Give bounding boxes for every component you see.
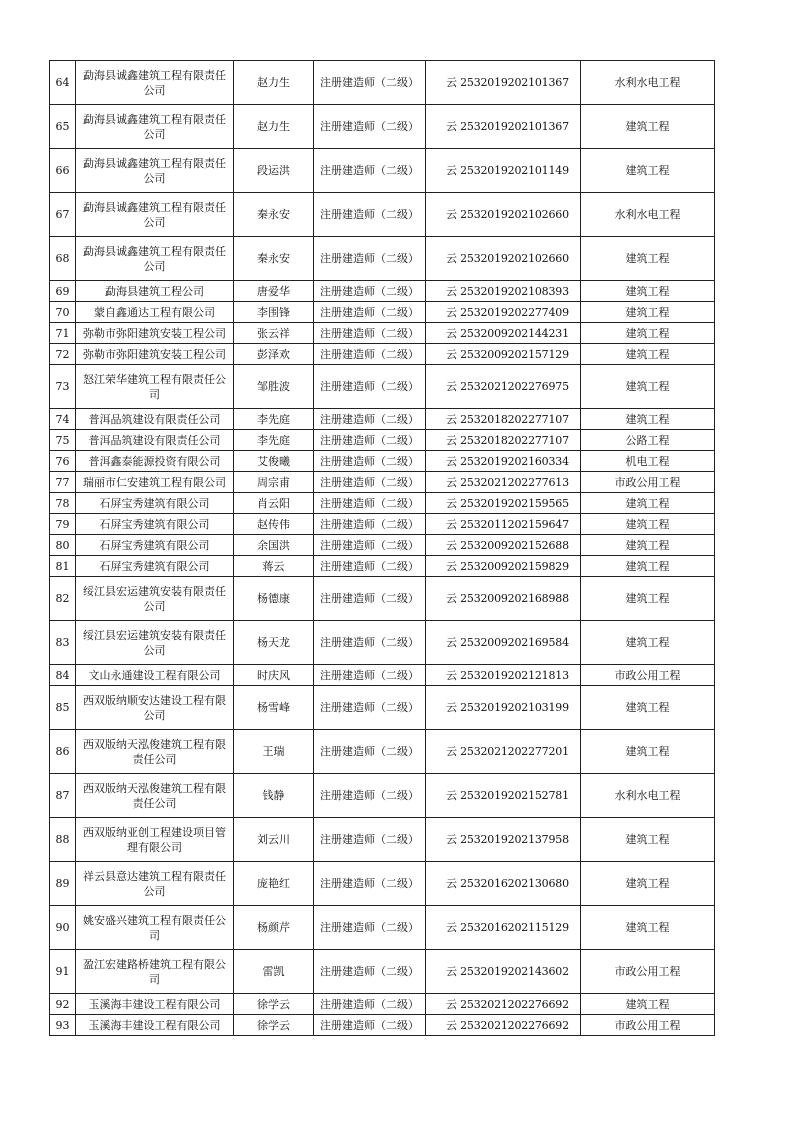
table-row — [50, 1015, 715, 1036]
table-row — [50, 323, 715, 344]
certificate-number-cell: 云 2532019202108393 — [426, 281, 581, 302]
row-number-cell: 75 — [50, 430, 76, 451]
qualification-type-cell: 注册建造师（二级） — [314, 302, 426, 323]
row-number-cell: 88 — [50, 818, 76, 862]
qualification-type-cell: 注册建造师（二级） — [314, 237, 426, 281]
row-number-cell: 76 — [50, 451, 76, 472]
company-name-cell: 绥江县宏运建筑安装有限责任公司 — [76, 577, 234, 621]
specialty-cell: 建筑工程 — [581, 302, 715, 323]
qualification-type-cell: 注册建造师（二级） — [314, 535, 426, 556]
company-name-cell: 弥勒市弥阳建筑安装工程公司 — [76, 344, 234, 365]
person-name-cell: 蒋云 — [234, 556, 314, 577]
person-name-cell: 周宗甫 — [234, 472, 314, 493]
person-name-cell: 钱静 — [234, 774, 314, 818]
qualification-type-cell: 注册建造师（二级） — [314, 193, 426, 237]
person-name-cell: 李围锋 — [234, 302, 314, 323]
specialty-cell: 建筑工程 — [581, 323, 715, 344]
registration-table — [49, 60, 715, 1036]
table-row — [50, 906, 715, 950]
table-row — [50, 430, 715, 451]
company-name-cell: 弥勒市弥阳建筑安装工程公司 — [76, 323, 234, 344]
row-number-cell: 92 — [50, 994, 76, 1015]
company-name-cell: 勐海县诚鑫建筑工程有限责任公司 — [76, 105, 234, 149]
qualification-type-cell: 注册建造师（二级） — [314, 149, 426, 193]
table-row — [50, 730, 715, 774]
certificate-number-cell: 云 2532019202102660 — [426, 193, 581, 237]
row-number-cell: 70 — [50, 302, 76, 323]
qualification-type-cell: 注册建造师（二级） — [314, 774, 426, 818]
qualification-type-cell: 注册建造师（二级） — [314, 906, 426, 950]
certificate-number-cell: 云 2532019202121813 — [426, 665, 581, 686]
row-number-cell: 80 — [50, 535, 76, 556]
certificate-number-cell: 云 2532009202168988 — [426, 577, 581, 621]
row-number-cell: 69 — [50, 281, 76, 302]
table-row — [50, 409, 715, 430]
table-row — [50, 514, 715, 535]
company-name-cell: 祥云县意达建筑工程有限责任公司 — [76, 862, 234, 906]
person-name-cell: 段运洪 — [234, 149, 314, 193]
specialty-cell: 建筑工程 — [581, 994, 715, 1015]
certificate-number-cell: 云 2532009202152688 — [426, 535, 581, 556]
table-row — [50, 281, 715, 302]
table-row — [50, 994, 715, 1015]
company-name-cell: 勐海县诚鑫建筑工程有限责任公司 — [76, 237, 234, 281]
row-number-cell: 82 — [50, 577, 76, 621]
row-number-cell: 87 — [50, 774, 76, 818]
specialty-cell: 水利水电工程 — [581, 193, 715, 237]
company-name-cell: 西双版纳天泓俊建筑工程有限责任公司 — [76, 730, 234, 774]
person-name-cell: 杨雪峰 — [234, 686, 314, 730]
row-number-cell: 79 — [50, 514, 76, 535]
qualification-type-cell: 注册建造师（二级） — [314, 514, 426, 535]
person-name-cell: 徐学云 — [234, 994, 314, 1015]
person-name-cell: 时庆风 — [234, 665, 314, 686]
specialty-cell: 建筑工程 — [581, 365, 715, 409]
qualification-type-cell: 注册建造师（二级） — [314, 862, 426, 906]
qualification-type-cell: 注册建造师（二级） — [314, 281, 426, 302]
person-name-cell: 唐爱华 — [234, 281, 314, 302]
company-name-cell: 蒙自鑫通达工程有限公司 — [76, 302, 234, 323]
qualification-type-cell: 注册建造师（二级） — [314, 621, 426, 665]
specialty-cell: 建筑工程 — [581, 344, 715, 365]
qualification-type-cell: 注册建造师（二级） — [314, 493, 426, 514]
specialty-cell: 建筑工程 — [581, 409, 715, 430]
certificate-number-cell: 云 2532019202101149 — [426, 149, 581, 193]
person-name-cell: 雷凯 — [234, 950, 314, 994]
person-name-cell: 杨颜芹 — [234, 906, 314, 950]
qualification-type-cell: 注册建造师（二级） — [314, 105, 426, 149]
company-name-cell: 盈江宏建路桥建筑工程有限公司 — [76, 950, 234, 994]
person-name-cell: 赵力生 — [234, 105, 314, 149]
table-row — [50, 818, 715, 862]
row-number-cell: 83 — [50, 621, 76, 665]
company-name-cell: 石屏宝秀建筑有限公司 — [76, 493, 234, 514]
person-name-cell: 秦永安 — [234, 237, 314, 281]
specialty-cell: 建筑工程 — [581, 514, 715, 535]
company-name-cell: 怒江荣华建筑工程有限责任公司 — [76, 365, 234, 409]
company-name-cell: 勐海县诚鑫建筑工程有限责任公司 — [76, 193, 234, 237]
certificate-number-cell: 云 2532011202159647 — [426, 514, 581, 535]
certificate-number-cell: 云 2532019202101367 — [426, 105, 581, 149]
person-name-cell: 艾俊曦 — [234, 451, 314, 472]
certificate-number-cell: 云 2532019202137958 — [426, 818, 581, 862]
row-number-cell: 64 — [50, 61, 76, 105]
table-row — [50, 472, 715, 493]
qualification-type-cell: 注册建造师（二级） — [314, 61, 426, 105]
table-row — [50, 193, 715, 237]
person-name-cell: 肖云阳 — [234, 493, 314, 514]
specialty-cell: 建筑工程 — [581, 686, 715, 730]
row-number-cell: 67 — [50, 193, 76, 237]
table-row — [50, 686, 715, 730]
company-name-cell: 西双版纳亚创工程建设项目管理有限公司 — [76, 818, 234, 862]
row-number-cell: 93 — [50, 1015, 76, 1036]
specialty-cell: 建筑工程 — [581, 237, 715, 281]
row-number-cell: 73 — [50, 365, 76, 409]
person-name-cell: 邹胜波 — [234, 365, 314, 409]
specialty-cell: 公路工程 — [581, 430, 715, 451]
certificate-number-cell: 云 2532018202277107 — [426, 409, 581, 430]
specialty-cell: 建筑工程 — [581, 105, 715, 149]
company-name-cell: 普洱品筑建设有限责任公司 — [76, 430, 234, 451]
company-name-cell: 普洱品筑建设有限责任公司 — [76, 409, 234, 430]
specialty-cell: 机电工程 — [581, 451, 715, 472]
certificate-number-cell: 云 2532021202277613 — [426, 472, 581, 493]
company-name-cell: 普洱鑫泰能源投资有限公司 — [76, 451, 234, 472]
specialty-cell: 建筑工程 — [581, 730, 715, 774]
table-row — [50, 105, 715, 149]
specialty-cell: 建筑工程 — [581, 906, 715, 950]
specialty-cell: 建筑工程 — [581, 535, 715, 556]
table-row — [50, 302, 715, 323]
company-name-cell: 勐海县建筑工程公司 — [76, 281, 234, 302]
person-name-cell: 赵传伟 — [234, 514, 314, 535]
qualification-type-cell: 注册建造师（二级） — [314, 556, 426, 577]
table-row — [50, 862, 715, 906]
specialty-cell: 建筑工程 — [581, 621, 715, 665]
specialty-cell: 建筑工程 — [581, 281, 715, 302]
certificate-number-cell: 云 2532019202277409 — [426, 302, 581, 323]
company-name-cell: 瑞丽市仁安建筑工程有限公司 — [76, 472, 234, 493]
certificate-number-cell: 云 2532009202144231 — [426, 323, 581, 344]
qualification-type-cell: 注册建造师（二级） — [314, 994, 426, 1015]
company-name-cell: 绥江县宏运建筑安装有限责任公司 — [76, 621, 234, 665]
specialty-cell: 市政公用工程 — [581, 665, 715, 686]
person-name-cell: 杨天龙 — [234, 621, 314, 665]
person-name-cell: 李先庭 — [234, 430, 314, 451]
company-name-cell: 西双版纳天泓俊建筑工程有限责任公司 — [76, 774, 234, 818]
table-row — [50, 365, 715, 409]
table-row — [50, 451, 715, 472]
certificate-number-cell: 云 2532009202157129 — [426, 344, 581, 365]
row-number-cell: 91 — [50, 950, 76, 994]
company-name-cell: 石屏宝秀建筑有限公司 — [76, 556, 234, 577]
row-number-cell: 85 — [50, 686, 76, 730]
certificate-number-cell: 云 2532021202277201 — [426, 730, 581, 774]
specialty-cell: 水利水电工程 — [581, 774, 715, 818]
table-row — [50, 556, 715, 577]
qualification-type-cell: 注册建造师（二级） — [314, 365, 426, 409]
person-name-cell: 庞艳红 — [234, 862, 314, 906]
company-name-cell: 石屏宝秀建筑有限公司 — [76, 535, 234, 556]
row-number-cell: 81 — [50, 556, 76, 577]
specialty-cell: 市政公用工程 — [581, 950, 715, 994]
row-number-cell: 72 — [50, 344, 76, 365]
row-number-cell: 65 — [50, 105, 76, 149]
table-row — [50, 149, 715, 193]
row-number-cell: 90 — [50, 906, 76, 950]
person-name-cell: 王瑞 — [234, 730, 314, 774]
specialty-cell: 建筑工程 — [581, 556, 715, 577]
qualification-type-cell: 注册建造师（二级） — [314, 950, 426, 994]
qualification-type-cell: 注册建造师（二级） — [314, 577, 426, 621]
qualification-type-cell: 注册建造师（二级） — [314, 818, 426, 862]
company-name-cell: 勐海县诚鑫建筑工程有限责任公司 — [76, 61, 234, 105]
certificate-number-cell: 云 2532019202152781 — [426, 774, 581, 818]
company-name-cell: 玉溪海丰建设工程有限公司 — [76, 1015, 234, 1036]
table-row — [50, 774, 715, 818]
company-name-cell: 玉溪海丰建设工程有限公司 — [76, 994, 234, 1015]
person-name-cell: 张云祥 — [234, 323, 314, 344]
table-row — [50, 493, 715, 514]
table-row — [50, 950, 715, 994]
person-name-cell: 徐学云 — [234, 1015, 314, 1036]
specialty-cell: 市政公用工程 — [581, 1015, 715, 1036]
company-name-cell: 勐海县诚鑫建筑工程有限责任公司 — [76, 149, 234, 193]
person-name-cell: 彭泽欢 — [234, 344, 314, 365]
table-row — [50, 237, 715, 281]
certificate-number-cell: 云 2532019202102660 — [426, 237, 581, 281]
certificate-number-cell: 云 2532021202276975 — [426, 365, 581, 409]
specialty-cell: 建筑工程 — [581, 493, 715, 514]
person-name-cell: 李先庭 — [234, 409, 314, 430]
company-name-cell: 石屏宝秀建筑有限公司 — [76, 514, 234, 535]
specialty-cell: 建筑工程 — [581, 818, 715, 862]
qualification-type-cell: 注册建造师（二级） — [314, 1015, 426, 1036]
qualification-type-cell: 注册建造师（二级） — [314, 472, 426, 493]
qualification-type-cell: 注册建造师（二级） — [314, 665, 426, 686]
specialty-cell: 市政公用工程 — [581, 472, 715, 493]
person-name-cell: 赵力生 — [234, 61, 314, 105]
certificate-number-cell: 云 2532019202159565 — [426, 493, 581, 514]
person-name-cell: 杨德康 — [234, 577, 314, 621]
certificate-number-cell: 云 2532009202159829 — [426, 556, 581, 577]
row-number-cell: 89 — [50, 862, 76, 906]
certificate-number-cell: 云 2532009202169584 — [426, 621, 581, 665]
table-row — [50, 577, 715, 621]
qualification-type-cell: 注册建造师（二级） — [314, 323, 426, 344]
row-number-cell: 86 — [50, 730, 76, 774]
row-number-cell: 66 — [50, 149, 76, 193]
certificate-number-cell: 云 2532019202143602 — [426, 950, 581, 994]
row-number-cell: 74 — [50, 409, 76, 430]
row-number-cell: 71 — [50, 323, 76, 344]
table-row — [50, 344, 715, 365]
company-name-cell: 文山永通建设工程有限公司 — [76, 665, 234, 686]
company-name-cell: 西双版纳顺安达建设工程有限公司 — [76, 686, 234, 730]
certificate-number-cell: 云 2532019202101367 — [426, 61, 581, 105]
qualification-type-cell: 注册建造师（二级） — [314, 409, 426, 430]
qualification-type-cell: 注册建造师（二级） — [314, 730, 426, 774]
table-row — [50, 535, 715, 556]
table-row — [50, 665, 715, 686]
row-number-cell: 78 — [50, 493, 76, 514]
specialty-cell: 水利水电工程 — [581, 61, 715, 105]
specialty-cell: 建筑工程 — [581, 149, 715, 193]
row-number-cell: 84 — [50, 665, 76, 686]
person-name-cell: 刘云川 — [234, 818, 314, 862]
qualification-type-cell: 注册建造师（二级） — [314, 451, 426, 472]
certificate-number-cell: 云 2532018202277107 — [426, 430, 581, 451]
certificate-number-cell: 云 2532021202276692 — [426, 994, 581, 1015]
row-number-cell: 77 — [50, 472, 76, 493]
specialty-cell: 建筑工程 — [581, 577, 715, 621]
certificate-number-cell: 云 2532019202160334 — [426, 451, 581, 472]
certificate-number-cell: 云 2532021202276692 — [426, 1015, 581, 1036]
qualification-type-cell: 注册建造师（二级） — [314, 686, 426, 730]
certificate-number-cell: 云 2532019202103199 — [426, 686, 581, 730]
person-name-cell: 余国洪 — [234, 535, 314, 556]
person-name-cell: 秦永安 — [234, 193, 314, 237]
row-number-cell: 68 — [50, 237, 76, 281]
certificate-number-cell: 云 2532016202115129 — [426, 906, 581, 950]
table-row — [50, 621, 715, 665]
table-body — [50, 61, 715, 1036]
qualification-type-cell: 注册建造师（二级） — [314, 344, 426, 365]
certificate-number-cell: 云 2532016202130680 — [426, 862, 581, 906]
qualification-type-cell: 注册建造师（二级） — [314, 430, 426, 451]
specialty-cell: 建筑工程 — [581, 862, 715, 906]
table-row — [50, 61, 715, 105]
company-name-cell: 姚安盛兴建筑工程有限责任公司 — [76, 906, 234, 950]
